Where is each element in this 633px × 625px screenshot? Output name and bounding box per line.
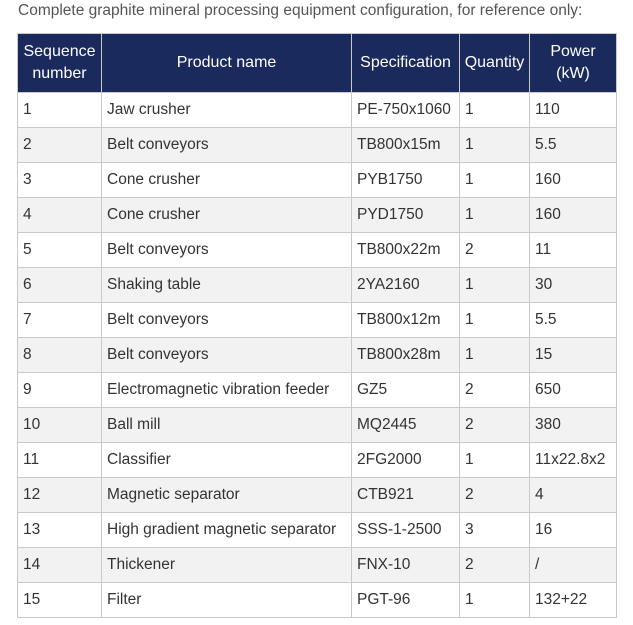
table-row (18, 268, 617, 303)
cell-sequence-number: 8 (18, 338, 102, 373)
table-row (18, 583, 617, 618)
cell-power: 132+22 (530, 583, 617, 618)
cell-power: 5.5 (530, 303, 617, 338)
equipment-table (17, 33, 617, 618)
cell-product-name: Belt conveyors (102, 233, 352, 268)
cell-specification: 2YA2160 (352, 268, 460, 303)
cell-product-name: Cone crusher (102, 163, 352, 198)
cell-sequence-number: 6 (18, 268, 102, 303)
table-row (18, 478, 617, 513)
cell-product-name: Belt conveyors (102, 303, 352, 338)
cell-sequence-number: 15 (18, 583, 102, 618)
cell-quantity: 2 (460, 478, 530, 513)
cell-product-name: Electromagnetic vibration feeder (102, 373, 352, 408)
cell-specification: PYB1750 (352, 163, 460, 198)
cell-product-name: Classifier (102, 443, 352, 478)
cell-product-name: Magnetic separator (102, 478, 352, 513)
cell-power: 15 (530, 338, 617, 373)
cell-quantity: 1 (460, 128, 530, 163)
table-caption: Complete graphite mineral processing equipment configuration, for reference only: (18, 2, 583, 19)
table-row (18, 443, 617, 478)
header-sequence-line1: Sequence (23, 43, 96, 60)
header-sequence-line2: number (32, 65, 87, 82)
cell-specification: 2FG2000 (352, 443, 460, 478)
cell-sequence-number: 14 (18, 548, 102, 583)
header-product-name: Product name (102, 34, 352, 93)
header-power-line2: (kW) (556, 65, 590, 82)
cell-product-name: Belt conveyors (102, 338, 352, 373)
cell-sequence-number: 4 (18, 198, 102, 233)
cell-power: 11x22.8x2 (530, 443, 617, 478)
cell-quantity: 1 (460, 163, 530, 198)
table-row (18, 303, 617, 338)
cell-quantity: 3 (460, 513, 530, 548)
cell-quantity: 2 (460, 548, 530, 583)
cell-product-name: Belt conveyors (102, 128, 352, 163)
cell-quantity: 2 (460, 233, 530, 268)
header-sequence-number (18, 34, 102, 93)
cell-specification: PE-750x1060 (352, 93, 460, 128)
cell-sequence-number: 5 (18, 233, 102, 268)
cell-power: 160 (530, 198, 617, 233)
cell-product-name: Cone crusher (102, 198, 352, 233)
cell-power: 5.5 (530, 128, 617, 163)
cell-quantity: 2 (460, 373, 530, 408)
cell-quantity: 1 (460, 198, 530, 233)
cell-power: 380 (530, 408, 617, 443)
table-header-row (18, 34, 617, 93)
cell-power: 4 (530, 478, 617, 513)
cell-product-name: Filter (102, 583, 352, 618)
cell-power: 30 (530, 268, 617, 303)
header-quantity: Quantity (460, 34, 530, 93)
header-specification: Specification (352, 34, 460, 93)
cell-specification: PYD1750 (352, 198, 460, 233)
cell-specification: GZ5 (352, 373, 460, 408)
table-row (18, 338, 617, 373)
cell-quantity: 1 (460, 443, 530, 478)
cell-product-name: Shaking table (102, 268, 352, 303)
header-power-line1: Power (550, 43, 596, 60)
cell-power: 16 (530, 513, 617, 548)
cell-product-name: High gradient magnetic separator (102, 513, 352, 548)
cell-power: 160 (530, 163, 617, 198)
table-row (18, 128, 617, 163)
table-row (18, 198, 617, 233)
cell-power: 11 (530, 233, 617, 268)
cell-quantity: 1 (460, 583, 530, 618)
cell-sequence-number: 3 (18, 163, 102, 198)
cell-specification: FNX-10 (352, 548, 460, 583)
cell-power: 110 (530, 93, 617, 128)
cell-sequence-number: 7 (18, 303, 102, 338)
cell-quantity: 1 (460, 338, 530, 373)
cell-power: 650 (530, 373, 617, 408)
header-power (530, 34, 617, 93)
cell-sequence-number: 11 (18, 443, 102, 478)
cell-sequence-number: 2 (18, 128, 102, 163)
cell-sequence-number: 12 (18, 478, 102, 513)
cell-product-name: Ball mill (102, 408, 352, 443)
cell-specification: TB800x22m (352, 233, 460, 268)
cell-specification: CTB921 (352, 478, 460, 513)
cell-specification: MQ2445 (352, 408, 460, 443)
cell-specification: TB800x28m (352, 338, 460, 373)
cell-power: / (530, 548, 617, 583)
cell-specification: TB800x12m (352, 303, 460, 338)
cell-product-name: Jaw crusher (102, 93, 352, 128)
table-row (18, 513, 617, 548)
cell-specification: SSS-1-2500 (352, 513, 460, 548)
table-row (18, 408, 617, 443)
cell-sequence-number: 1 (18, 93, 102, 128)
table-row (18, 163, 617, 198)
cell-sequence-number: 10 (18, 408, 102, 443)
cell-specification: PGT-96 (352, 583, 460, 618)
cell-quantity: 1 (460, 303, 530, 338)
cell-quantity: 2 (460, 408, 530, 443)
cell-product-name: Thickener (102, 548, 352, 583)
table-row (18, 548, 617, 583)
cell-sequence-number: 9 (18, 373, 102, 408)
cell-quantity: 1 (460, 93, 530, 128)
table-row (18, 93, 617, 128)
cell-sequence-number: 13 (18, 513, 102, 548)
table-row (18, 233, 617, 268)
table-row (18, 373, 617, 408)
cell-quantity: 1 (460, 268, 530, 303)
cell-specification: TB800x15m (352, 128, 460, 163)
